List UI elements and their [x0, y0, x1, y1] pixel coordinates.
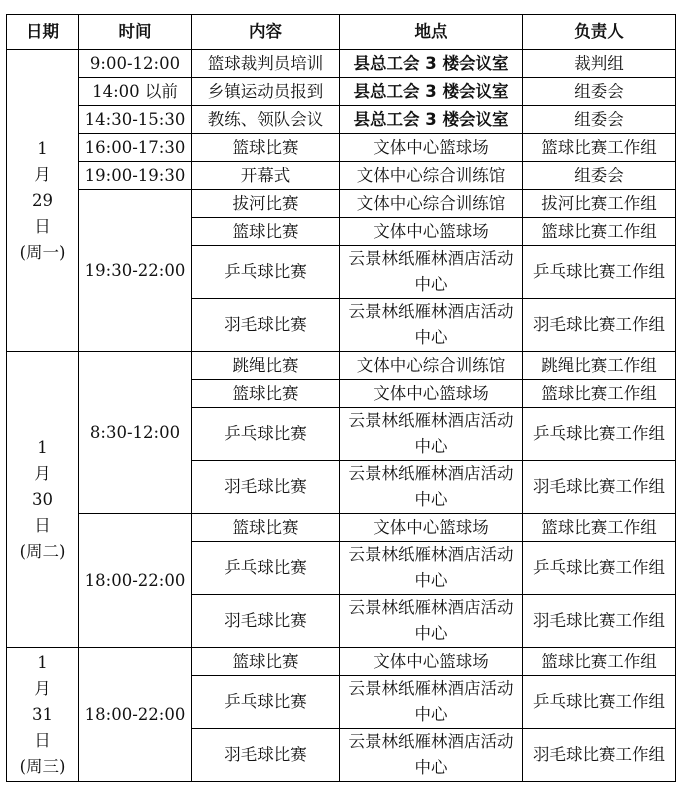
date-line: 1: [37, 652, 48, 672]
owner-cell: 裁判组: [523, 50, 676, 78]
venue-cell: 云景林纸雁林酒店活动中心: [340, 461, 523, 514]
schedule-table: [6, 14, 676, 782]
venue-cell: 云景林纸雁林酒店活动中心: [340, 676, 523, 729]
owner-cell: 组委会: [523, 78, 676, 106]
date-line: 日: [34, 515, 51, 535]
table-row: [7, 78, 676, 106]
header-venue: 地点: [340, 15, 523, 50]
date-line: 31: [32, 704, 53, 724]
owner-cell: 乒乓球比赛工作组: [523, 542, 676, 595]
date-line: 日: [34, 216, 51, 236]
time-cell: 9:00-12:00: [79, 50, 192, 78]
content-cell: 羽毛球比赛: [192, 461, 340, 514]
date-line: 30: [32, 489, 53, 509]
content-cell: 羽毛球比赛: [192, 595, 340, 648]
content-cell: 篮球比赛: [192, 134, 340, 162]
date-line: (周一): [19, 242, 66, 262]
venue-cell: 云景林纸雁林酒店活动中心: [340, 729, 523, 782]
venue-cell: 县总工会 3 楼会议室: [340, 78, 523, 106]
time-cell: 18:00-22:00: [79, 648, 192, 782]
content-cell: 乒乓球比赛: [192, 408, 340, 461]
date-line: 1: [37, 437, 48, 457]
venue-cell: 云景林纸雁林酒店活动中心: [340, 542, 523, 595]
owner-cell: 篮球比赛工作组: [523, 514, 676, 542]
content-cell: 乒乓球比赛: [192, 676, 340, 729]
venue-cell: 云景林纸雁林酒店活动中心: [340, 299, 523, 352]
owner-cell: 跳绳比赛工作组: [523, 352, 676, 380]
date-line: (周二): [19, 541, 66, 561]
venue-cell: 文体中心篮球场: [340, 134, 523, 162]
time-cell: 14:30-15:30: [79, 106, 192, 134]
header-time: 时间: [79, 15, 192, 50]
venue-cell: 县总工会 3 楼会议室: [340, 106, 523, 134]
content-cell: 篮球比赛: [192, 380, 340, 408]
owner-cell: 乒乓球比赛工作组: [523, 408, 676, 461]
owner-cell: 羽毛球比赛工作组: [523, 461, 676, 514]
owner-cell: 篮球比赛工作组: [523, 134, 676, 162]
content-cell: 拔河比赛: [192, 190, 340, 218]
time-cell: 18:00-22:00: [79, 514, 192, 648]
header-content: 内容: [192, 15, 340, 50]
venue-cell: 文体中心篮球场: [340, 380, 523, 408]
table-row: [7, 162, 676, 190]
owner-cell: 组委会: [523, 162, 676, 190]
content-cell: 篮球裁判员培训: [192, 50, 340, 78]
header-owner: 负责人: [523, 15, 676, 50]
table-row: [7, 190, 676, 218]
time-cell: 19:30-22:00: [79, 190, 192, 352]
date-line: 1: [37, 138, 48, 158]
venue-cell: 文体中心综合训练馆: [340, 352, 523, 380]
content-cell: 乒乓球比赛: [192, 542, 340, 595]
date-line: (周三): [19, 756, 66, 776]
content-cell: 开幕式: [192, 162, 340, 190]
table-row: [7, 50, 676, 78]
date-cell-day1: [7, 50, 79, 352]
owner-cell: 羽毛球比赛工作组: [523, 299, 676, 352]
table-row: [7, 106, 676, 134]
content-cell: 乡镇运动员报到: [192, 78, 340, 106]
venue-cell: 文体中心篮球场: [340, 514, 523, 542]
time-cell: 14:00 以前: [79, 78, 192, 106]
owner-cell: 乒乓球比赛工作组: [523, 676, 676, 729]
date-line: 月: [34, 678, 51, 698]
owner-cell: 羽毛球比赛工作组: [523, 729, 676, 782]
venue-cell: 文体中心综合训练馆: [340, 162, 523, 190]
venue-cell: 云景林纸雁林酒店活动中心: [340, 595, 523, 648]
header-row: [7, 15, 676, 50]
date-line: 日: [34, 730, 51, 750]
venue-cell: 文体中心篮球场: [340, 648, 523, 676]
table-row: [7, 648, 676, 676]
venue-cell: 文体中心综合训练馆: [340, 190, 523, 218]
content-cell: 篮球比赛: [192, 648, 340, 676]
table-row: [7, 134, 676, 162]
owner-cell: 拔河比赛工作组: [523, 190, 676, 218]
date-line: 月: [34, 463, 51, 483]
owner-cell: 乒乓球比赛工作组: [523, 246, 676, 299]
venue-cell: 云景林纸雁林酒店活动中心: [340, 408, 523, 461]
content-cell: 羽毛球比赛: [192, 729, 340, 782]
content-cell: 跳绳比赛: [192, 352, 340, 380]
venue-cell: 云景林纸雁林酒店活动中心: [340, 246, 523, 299]
owner-cell: 篮球比赛工作组: [523, 218, 676, 246]
header-date: 日期: [7, 15, 79, 50]
owner-cell: 组委会: [523, 106, 676, 134]
time-cell: 19:00-19:30: [79, 162, 192, 190]
date-line: 29: [32, 190, 53, 210]
venue-cell: 文体中心篮球场: [340, 218, 523, 246]
time-cell: 8:30-12:00: [79, 352, 192, 514]
content-cell: 教练、领队会议: [192, 106, 340, 134]
venue-cell: 县总工会 3 楼会议室: [340, 50, 523, 78]
date-cell-day2: [7, 352, 79, 648]
owner-cell: 羽毛球比赛工作组: [523, 595, 676, 648]
owner-cell: 篮球比赛工作组: [523, 648, 676, 676]
table-row: [7, 514, 676, 542]
table-row: [7, 352, 676, 380]
content-cell: 乒乓球比赛: [192, 246, 340, 299]
content-cell: 羽毛球比赛: [192, 299, 340, 352]
date-line: 月: [34, 164, 51, 184]
time-cell: 16:00-17:30: [79, 134, 192, 162]
date-cell-day3: [7, 648, 79, 782]
content-cell: 篮球比赛: [192, 514, 340, 542]
owner-cell: 篮球比赛工作组: [523, 380, 676, 408]
content-cell: 篮球比赛: [192, 218, 340, 246]
